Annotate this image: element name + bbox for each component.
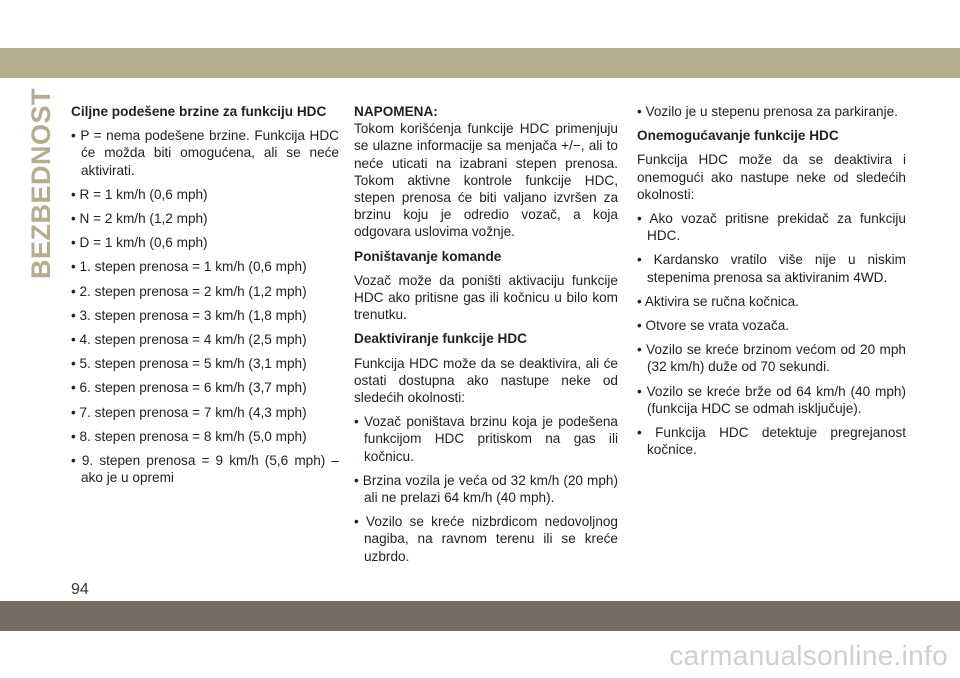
list-item: • Vozilo se kreće brže od 64 km/h (40 mph) (funkcija HDC se odmah isključuje). bbox=[637, 383, 906, 416]
list-item: • 9. stepen prenosa = 9 km/h (5,6 mph) – ako je u opremi bbox=[71, 453, 339, 486]
list-item: • Vozilo se kreće nizbrdicom nedovoljnog nagiba, na ravnom terenu ili se kreće uzbrdo. bbox=[354, 514, 618, 564]
cancel-body: Vozač može da poništi aktivaciju funkcije HDC ako pritisne gas ili kočnicu u bilo kom trenutku. bbox=[354, 272, 618, 323]
list-item: • Funkcija HDC detektuje pregrejanost kočnice. bbox=[637, 425, 906, 458]
list-item: • 1. stepen prenosa = 1 km/h (0,6 mph) bbox=[71, 259, 307, 275]
list-item: • Aktivira se ručna kočnica. bbox=[637, 293, 799, 309]
list-item: • Vozilo je u stepenu prenosa za parkiranje. bbox=[637, 104, 898, 119]
deactivate-heading: Deaktiviranje funkcije HDC bbox=[354, 331, 528, 347]
target-speed-list bbox=[71, 127, 339, 486]
column-2 bbox=[354, 103, 618, 572]
disable-list bbox=[637, 210, 906, 458]
list-item: • N = 2 km/h (1,2 mph) bbox=[71, 211, 208, 227]
list-item: • D = 1 km/h (0,6 mph) bbox=[71, 235, 208, 251]
deactivate-list bbox=[354, 413, 618, 565]
list-item: • 8. stepen prenosa = 8 km/h (5,0 mph) bbox=[71, 428, 307, 444]
continued-list bbox=[637, 103, 906, 120]
list-item: • Vozilo se kreće brzinom većom od 20 mph (32 km/h) duže od 70 sekundi. bbox=[637, 342, 906, 375]
list-item: • 7. stepen prenosa = 7 km/h (4,3 mph) bbox=[71, 404, 307, 420]
list-item: • 4. stepen prenosa = 4 km/h (2,5 mph) bbox=[71, 332, 307, 348]
cancel-heading: Poništavanje komande bbox=[354, 248, 502, 264]
note-title: NAPOMENA: bbox=[354, 104, 438, 119]
deactivate-body: Funkcija HDC može da se deaktivira, ali će ostati dostupna ako nastupe neke od sledećih okolnosti: bbox=[354, 355, 618, 406]
column-1 bbox=[71, 103, 339, 493]
section-tab bbox=[25, 87, 56, 279]
list-item: • Ako vozač pritisne prekidač za funkciju HDC. bbox=[637, 211, 906, 244]
list-item: • 5. stepen prenosa = 5 km/h (3,1 mph) bbox=[71, 356, 307, 372]
page-number: 94 bbox=[71, 581, 89, 598]
list-item: • 6. stepen prenosa = 6 km/h (3,7 mph) bbox=[71, 380, 307, 396]
list-item: • 2. stepen prenosa = 2 km/h (1,2 mph) bbox=[71, 283, 307, 299]
footer-band bbox=[0, 601, 960, 631]
watermark-text: carmanualsonline.info bbox=[669, 640, 948, 671]
section-tab-label: BEZBEDNOST bbox=[25, 87, 56, 279]
note-body: Tokom korišćenja funkcije HDC primenjuju se ulazne informacije sa menjača +/−, ali to neće uticati na izabrani stepen prenosa. Tokom aktivne kontrole funkcije HDC, stepen prenosa će biti valjano izvršen za brzinu koju je odredio vozač, a koja odgovara uslovima vožnje. bbox=[354, 121, 618, 240]
target-speed-heading: Ciljne podešene brzine za funkciju HDC bbox=[71, 104, 327, 119]
watermark bbox=[0, 640, 960, 672]
list-item: • Brzina vozila je veća od 32 km/h (20 mph) ali ne prelazi 64 km/h (40 mph). bbox=[354, 472, 618, 506]
list-item: • P = nema podešene brzine. Funkcija HDC će možda biti omogućena, ali se neće aktivirati. bbox=[71, 128, 339, 178]
column-3 bbox=[637, 103, 906, 465]
header-band bbox=[0, 48, 960, 78]
disable-body: Funkcija HDC može da se deaktivira i onemogući ako nastupe neke od sledećih okolnosti: bbox=[637, 152, 906, 202]
list-item: • 3. stepen prenosa = 3 km/h (1,8 mph) bbox=[71, 307, 307, 323]
list-item: • R = 1 km/h (0,6 mph) bbox=[71, 186, 208, 202]
list-item: • Vozač poništava brzinu koja je podešena funkcijom HDC pritiskom na gas ili kočnicu. bbox=[354, 414, 618, 464]
list-item: • Kardansko vratilo više nije u niskim stepenima prenosa sa aktiviranim 4WD. bbox=[637, 252, 906, 285]
disable-heading: Onemogućavanje funkcije HDC bbox=[637, 128, 839, 144]
list-item: • Otvore se vrata vozača. bbox=[637, 318, 790, 334]
